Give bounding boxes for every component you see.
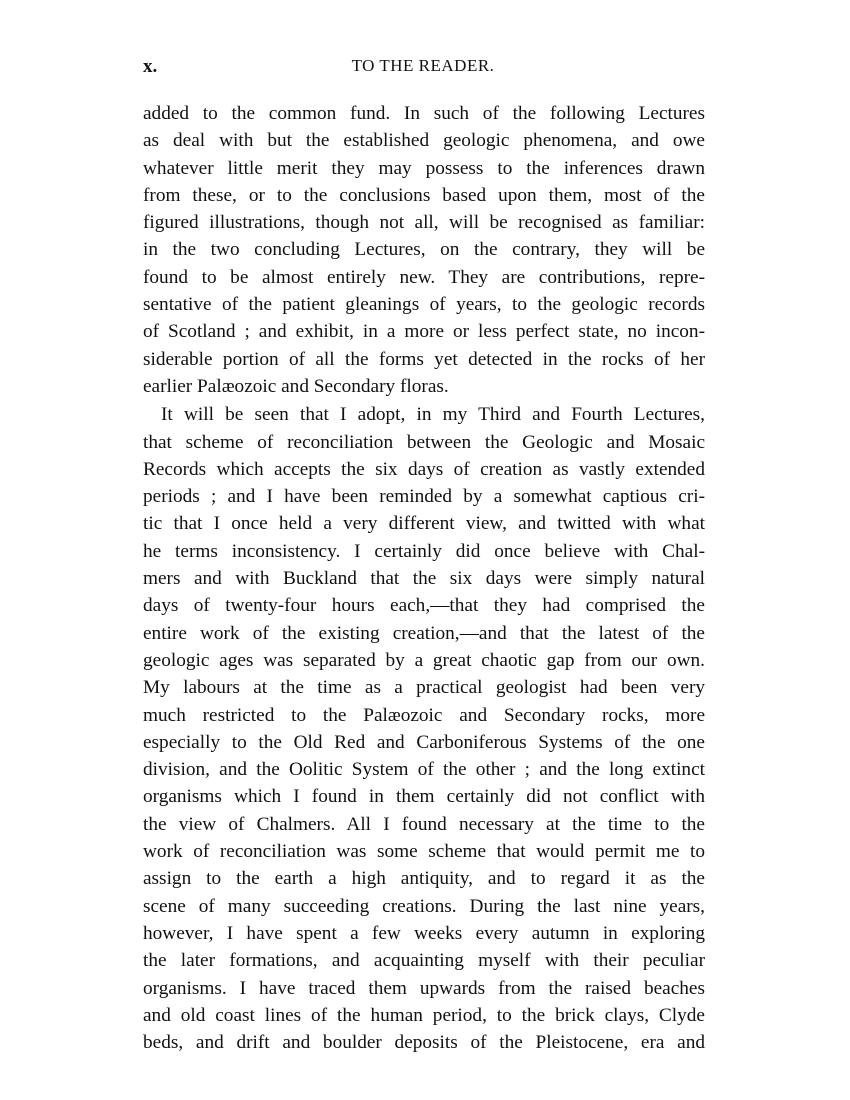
paragraph-1 [143, 100, 705, 400]
text-line: scene of many succeeding creations. During the last nine years, [143, 895, 705, 917]
text-line: especially to the Old Red and Carboniferous Systems of the one [143, 731, 705, 753]
text-line: tic that I once held a very different view, and twitted with what [143, 513, 705, 535]
text-line: entire work of the existing creation,—and that the latest of the [143, 622, 705, 644]
text-line: days of twenty-four hours each,—that they had comprised the [143, 595, 705, 617]
text-line: found to be almost entirely new. They are contributions, repre- [143, 266, 705, 288]
text-line: of Scotland ; and exhibit, in a more or less perfect state, no incon- [143, 321, 705, 343]
paragraph-2 [143, 401, 705, 1056]
text-line: It will be seen that I adopt, in my Third and Fourth Lectures, [161, 404, 705, 426]
text-line: organisms. I have traced them upwards from the raised beaches [143, 977, 705, 999]
text-line: work of reconciliation was some scheme that would permit me to [143, 841, 705, 863]
text-line: figured illustrations, though not all, will be recognised as familiar: [143, 212, 705, 234]
text-line: from these, or to the conclusions based upon them, most of the [143, 184, 705, 206]
text-line: division, and the Oolitic System of the other ; and the long extinct [143, 759, 705, 781]
text-line: as deal with but the established geologic phenomena, and owe [143, 130, 705, 152]
text-line: siderable portion of all the forms yet detected in the rocks of her [143, 348, 705, 370]
text-line: Records which accepts the six days of creation as vastly extended [143, 458, 705, 480]
text-line: whatever little merit they may possess to the inferences drawn [143, 157, 705, 179]
text-line: sentative of the patient gleanings of years, to the geologic records [143, 294, 705, 316]
text-line: beds, and drift and boulder deposits of the Pleistocene, era and [143, 1032, 705, 1054]
text-line: and old coast lines of the human period, to the brick clays, Clyde [143, 1004, 705, 1026]
running-head-title: TO THE READER. [351, 56, 495, 75]
text-line: that scheme of reconciliation between the Geologic and Mosaic [143, 431, 705, 453]
text-line: geologic ages was separated by a great chaotic gap from our own. [143, 649, 705, 671]
text-line: added to the common fund. In such of the following Lectures [143, 103, 705, 124]
text-line: he terms inconsistency. I certainly did once believe with Chal- [143, 540, 705, 562]
text-line: the later formations, and acquainting myself with their peculiar [143, 950, 705, 972]
page-number: x. [143, 56, 158, 77]
running-head [143, 56, 703, 86]
text-line: earlier Palæozoic and Secondary floras. [143, 375, 449, 397]
text-line: much restricted to the Palæozoic and Secondary rocks, more [143, 704, 705, 726]
text-line: My labours at the time as a practical geologist had been very [143, 677, 705, 699]
body-text [143, 100, 705, 1056]
text-line: organisms which I found in them certainly did not conflict with [143, 786, 705, 808]
text-line: mers and with Buckland that the six days were simply natural [143, 568, 705, 590]
text-line: in the two concluding Lectures, on the contrary, they will be [143, 239, 705, 261]
text-line: assign to the earth a high antiquity, and to regard it as the [143, 868, 705, 890]
text-line: periods ; and I have been reminded by a somewhat captious cri- [143, 486, 705, 508]
text-line: the view of Chalmers. All I found necessary at the time to the [143, 813, 705, 835]
text-line: however, I have spent a few weeks every autumn in exploring [143, 922, 705, 944]
